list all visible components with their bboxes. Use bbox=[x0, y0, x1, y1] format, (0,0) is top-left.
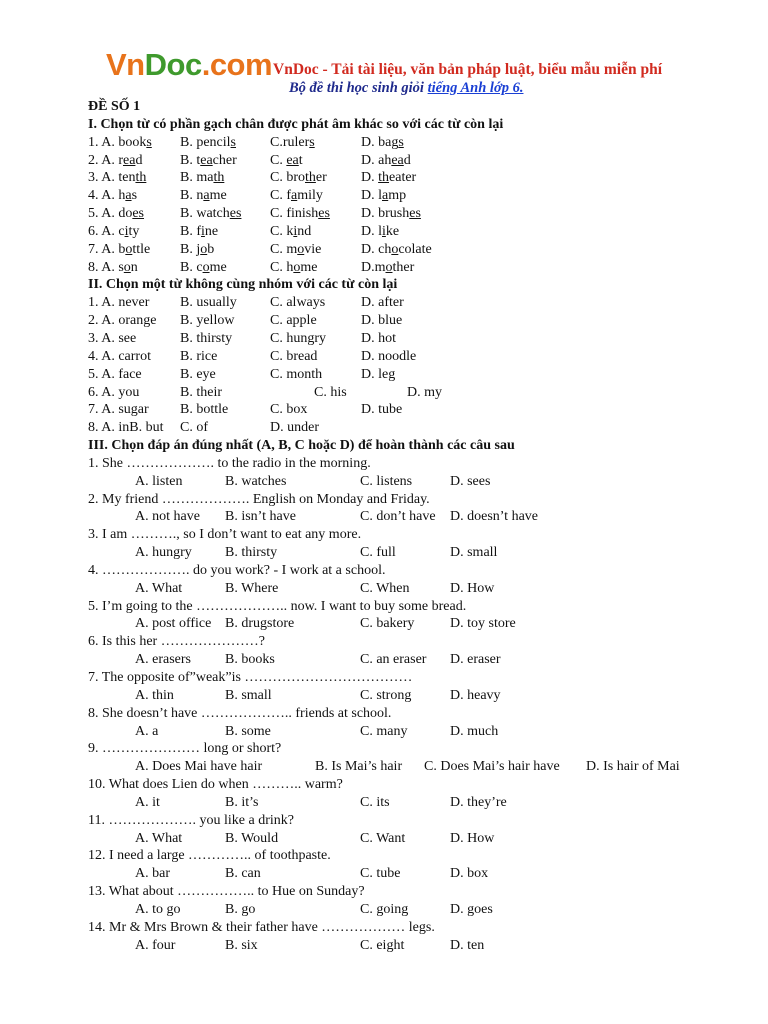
answer-option: B. some bbox=[225, 723, 271, 739]
answer-option: D. Is hair of Mai bbox=[586, 759, 680, 775]
answer-option: 8. A. inB. but bbox=[88, 420, 164, 436]
question-stem: 7. The opposite of”weak”is ……………………………… bbox=[88, 670, 413, 685]
question-text bbox=[88, 847, 748, 865]
answer-option: B. watches bbox=[180, 206, 242, 222]
section-title: II. Chọn một từ không cùng nhóm với các từ còn lại bbox=[88, 277, 398, 293]
answer-option: D. How bbox=[450, 830, 495, 846]
answer-option: C. eight bbox=[360, 937, 405, 953]
exam-content bbox=[88, 98, 748, 955]
odd-one-out-row bbox=[88, 366, 748, 384]
answer-option: D. hot bbox=[361, 330, 396, 346]
answer-option: D. toy store bbox=[450, 616, 516, 632]
vndoc-logo[interactable] bbox=[106, 48, 272, 82]
question-options bbox=[88, 651, 748, 669]
question-stem: 13. What about …………….. to Hue on Sunday? bbox=[88, 884, 365, 900]
answer-option: B. usually bbox=[180, 295, 237, 311]
answer-option: A. bar bbox=[135, 866, 170, 882]
question-options bbox=[88, 865, 748, 883]
odd-one-out-row bbox=[88, 330, 748, 348]
answer-option: C. listens bbox=[360, 473, 413, 489]
answer-option: A. to go bbox=[135, 901, 181, 917]
answer-option: D.mother bbox=[361, 259, 415, 275]
answer-option: C. Does Mai’s hair have bbox=[424, 759, 560, 775]
answer-option: B. small bbox=[225, 687, 272, 703]
answer-option: C. don’t have bbox=[360, 509, 436, 525]
answer-option: 6. A. city bbox=[88, 223, 140, 239]
answer-option: D. bags bbox=[361, 134, 404, 150]
answer-option: D. like bbox=[361, 223, 400, 239]
answer-option: B. yellow bbox=[180, 313, 235, 329]
pronunciation-row bbox=[88, 169, 748, 187]
answer-option: D. ten bbox=[450, 937, 485, 953]
answer-option: A. thin bbox=[135, 687, 174, 703]
question-options bbox=[88, 901, 748, 919]
answer-option: D. tube bbox=[361, 402, 403, 418]
answer-option: B. rice bbox=[180, 348, 218, 364]
answer-option: 1. A. never bbox=[88, 295, 150, 311]
answer-option: C. its bbox=[360, 794, 390, 810]
answer-option: D. small bbox=[450, 545, 498, 561]
question-text bbox=[88, 883, 748, 901]
question-stem: 8. She doesn’t have ……………….. friends at school. bbox=[88, 705, 392, 721]
pronunciation-row bbox=[88, 241, 748, 259]
answer-option: B. watches bbox=[225, 473, 287, 489]
answer-option: C. hungry bbox=[270, 330, 326, 346]
answer-option: B. pencils bbox=[180, 134, 236, 150]
answer-option: 5. A. does bbox=[88, 206, 145, 222]
question-stem: 6. Is this her …………………? bbox=[88, 634, 265, 650]
exam-title-text: ĐỀ SỐ 1 bbox=[88, 99, 141, 114]
question-text bbox=[88, 669, 748, 687]
answer-option: B. go bbox=[225, 901, 256, 917]
answer-option: C. Want bbox=[360, 830, 406, 846]
answer-option: 7. A. bottle bbox=[88, 241, 151, 257]
answer-option: C. apple bbox=[270, 313, 317, 329]
answer-option: A. erasers bbox=[135, 652, 191, 668]
answer-option: A. What bbox=[135, 580, 183, 596]
exam-title bbox=[88, 98, 748, 116]
odd-one-out-row bbox=[88, 294, 748, 312]
section-3-title bbox=[88, 437, 748, 455]
answer-option: B. Where bbox=[225, 580, 279, 596]
answer-option: C. When bbox=[360, 580, 410, 596]
site-tagline: VnDoc - Tải tài liệu, văn bản pháp luật, biểu mẫu miễn phí bbox=[273, 61, 663, 78]
answer-option: D. doesn’t have bbox=[450, 509, 538, 525]
answer-option: B. come bbox=[180, 259, 227, 275]
answer-option: C. his bbox=[314, 384, 347, 400]
answer-option: A. a bbox=[135, 723, 159, 739]
question-options bbox=[88, 758, 748, 776]
question-options bbox=[88, 723, 748, 741]
question-text bbox=[88, 740, 748, 758]
question-options bbox=[88, 544, 748, 562]
answer-option: B. thirsty bbox=[225, 545, 278, 561]
question-text bbox=[88, 705, 748, 723]
answer-option: B. job bbox=[180, 241, 215, 257]
answer-option: B. Is Mai’s hair bbox=[315, 759, 403, 775]
pronunciation-row bbox=[88, 187, 748, 205]
answer-option: C. strong bbox=[360, 687, 412, 703]
question-options bbox=[88, 473, 748, 491]
answer-option: D. heavy bbox=[450, 687, 501, 703]
answer-option: 2. A. orange bbox=[88, 313, 157, 329]
answer-option: A. not have bbox=[135, 509, 200, 525]
question-options bbox=[88, 937, 748, 955]
question-options bbox=[88, 508, 748, 526]
answer-option: A. Does Mai have hair bbox=[135, 759, 263, 775]
answer-option: A. What bbox=[135, 830, 183, 846]
answer-option: D. goes bbox=[450, 901, 493, 917]
answer-option: C. brother bbox=[270, 170, 327, 186]
answer-option: B. books bbox=[225, 652, 275, 668]
answer-option: 7. A. sugar bbox=[88, 402, 149, 418]
answer-option: D. ahead bbox=[361, 152, 411, 168]
pronunciation-row bbox=[88, 223, 748, 241]
odd-one-out-row bbox=[88, 348, 748, 366]
answer-option: D. much bbox=[450, 723, 499, 739]
section-title: III. Chọn đáp án đúng nhất (A, B, C hoặc D) để hoàn thành các câu sau bbox=[88, 438, 515, 454]
section-1-title bbox=[88, 116, 748, 134]
document-header bbox=[106, 48, 746, 100]
answer-option: B. drugstore bbox=[225, 616, 295, 632]
question-text bbox=[88, 776, 748, 794]
question-options bbox=[88, 794, 748, 812]
question-stem: 4. ………………. do you work? - I work at a school. bbox=[88, 562, 386, 578]
answer-option: B. their bbox=[180, 384, 222, 400]
answer-option: 4. A. has bbox=[88, 188, 138, 204]
answer-option: C. finishes bbox=[270, 206, 330, 222]
answer-option: C. eat bbox=[270, 152, 303, 168]
answer-option: C. month bbox=[270, 366, 323, 382]
answer-option: 1. A. books bbox=[88, 134, 152, 150]
question-text bbox=[88, 455, 748, 473]
answer-option: C. family bbox=[270, 188, 323, 204]
answer-option: D. they’re bbox=[450, 794, 507, 810]
answer-option: B. fine bbox=[180, 223, 219, 239]
answer-option: A. hungry bbox=[135, 545, 192, 561]
answer-option: D. my bbox=[407, 384, 442, 400]
answer-option: C.rulers bbox=[270, 134, 315, 150]
answer-option: 4. A. carrot bbox=[88, 348, 151, 364]
answer-option: 5. A. face bbox=[88, 366, 142, 382]
answer-option: D. chocolate bbox=[361, 241, 432, 257]
answer-option: 2. A. read bbox=[88, 152, 143, 168]
answer-option: A. listen bbox=[135, 473, 183, 489]
question-stem: 11. ………………. you like a drink? bbox=[88, 812, 294, 828]
answer-option: C. bread bbox=[270, 348, 318, 364]
answer-option: D. lamp bbox=[361, 188, 407, 204]
logo-part-com: .com bbox=[201, 47, 273, 82]
answer-option: D. blue bbox=[361, 313, 403, 329]
subtitle-prefix: Bộ đề thi học sinh giỏi bbox=[289, 80, 428, 96]
question-text bbox=[88, 598, 748, 616]
answer-option: B. it’s bbox=[225, 794, 259, 810]
answer-option: A. four bbox=[135, 937, 176, 953]
answer-option: B. teacher bbox=[180, 152, 237, 168]
answer-option: 3. A. tenth bbox=[88, 170, 147, 186]
question-text bbox=[88, 919, 748, 937]
question-text bbox=[88, 812, 748, 830]
question-stem: 9. ………………… long or short? bbox=[88, 741, 282, 757]
pronunciation-row bbox=[88, 152, 748, 170]
answer-option: D. after bbox=[361, 295, 404, 311]
pronunciation-row bbox=[88, 134, 748, 152]
answer-option: A. post office bbox=[135, 616, 212, 632]
answer-option: D. brushes bbox=[361, 206, 421, 222]
odd-one-out-row bbox=[88, 401, 748, 419]
answer-option: B. Would bbox=[225, 830, 279, 846]
odd-one-out-row bbox=[88, 419, 748, 437]
answer-option: D. under bbox=[270, 420, 319, 436]
question-options bbox=[88, 615, 748, 633]
answer-option: B. bottle bbox=[180, 402, 229, 418]
question-stem: 5. I’m going to the ……………….. now. I want to buy some bread. bbox=[88, 598, 467, 614]
question-options bbox=[88, 580, 748, 598]
answer-option: D. box bbox=[450, 866, 489, 882]
answer-option: A. it bbox=[135, 794, 160, 810]
answer-option: C. home bbox=[270, 259, 318, 275]
answer-option: D. eraser bbox=[450, 652, 501, 668]
answer-option: C. many bbox=[360, 723, 408, 739]
question-options bbox=[88, 687, 748, 705]
answer-option: 8. A. son bbox=[88, 259, 138, 275]
document-subtitle bbox=[289, 80, 523, 97]
odd-one-out-row bbox=[88, 312, 748, 330]
answer-option: 6. A. you bbox=[88, 384, 140, 400]
answer-option: B. can bbox=[225, 866, 261, 882]
question-stem: 1. She ………………. to the radio in the morning. bbox=[88, 455, 371, 471]
answer-option: C. box bbox=[270, 402, 308, 418]
answer-option: B. thirsty bbox=[180, 330, 233, 346]
answer-option: D. noodle bbox=[361, 348, 417, 364]
answer-option: B. name bbox=[180, 188, 227, 204]
question-stem: 12. I need a large ………….. of toothpaste. bbox=[88, 848, 331, 864]
logo-part-doc: Doc bbox=[144, 47, 202, 82]
answer-option: C. full bbox=[360, 545, 396, 561]
question-text bbox=[88, 526, 748, 544]
pronunciation-row bbox=[88, 259, 748, 277]
section-2-title bbox=[88, 276, 748, 294]
pronunciation-row bbox=[88, 205, 748, 223]
question-stem: 14. Mr & Mrs Brown & their father have ……………… legs. bbox=[88, 919, 435, 935]
odd-one-out-row bbox=[88, 384, 748, 402]
answer-option: B. six bbox=[225, 937, 258, 953]
answer-option: C. always bbox=[270, 295, 326, 311]
answer-option: D. sees bbox=[450, 473, 491, 489]
question-text bbox=[88, 633, 748, 651]
answer-option: D. theater bbox=[361, 170, 417, 186]
section-title: I. Chọn từ có phần gạch chân được phát âm khác so với các từ còn lại bbox=[88, 116, 504, 132]
question-text bbox=[88, 562, 748, 580]
answer-option: C. going bbox=[360, 901, 409, 917]
answer-option: D. How bbox=[450, 580, 495, 596]
question-text bbox=[88, 491, 748, 509]
answer-option: C. of bbox=[180, 420, 208, 436]
question-stem: 2. My friend ………………. English on Monday and Friday. bbox=[88, 491, 430, 507]
answer-option: C. movie bbox=[270, 241, 322, 257]
answer-option: 3. A. see bbox=[88, 330, 137, 346]
answer-option: C. an eraser bbox=[360, 652, 427, 668]
answer-option: C. bakery bbox=[360, 616, 415, 632]
answer-option: B. eye bbox=[180, 366, 216, 382]
question-options bbox=[88, 830, 748, 848]
question-stem: 3. I am ………., so I don’t want to eat any more. bbox=[88, 527, 362, 543]
answer-option: C. kind bbox=[270, 223, 312, 239]
subtitle-link[interactable]: tiếng Anh lớp 6. bbox=[427, 80, 524, 96]
answer-option: D. leg bbox=[361, 366, 396, 382]
answer-option: B. isn’t have bbox=[225, 509, 296, 525]
logo-part-vn: Vn bbox=[106, 47, 145, 82]
question-stem: 10. What does Lien do when ……….. warm? bbox=[88, 777, 343, 793]
answer-option: C. tube bbox=[360, 866, 401, 882]
answer-option: B. math bbox=[180, 170, 225, 186]
